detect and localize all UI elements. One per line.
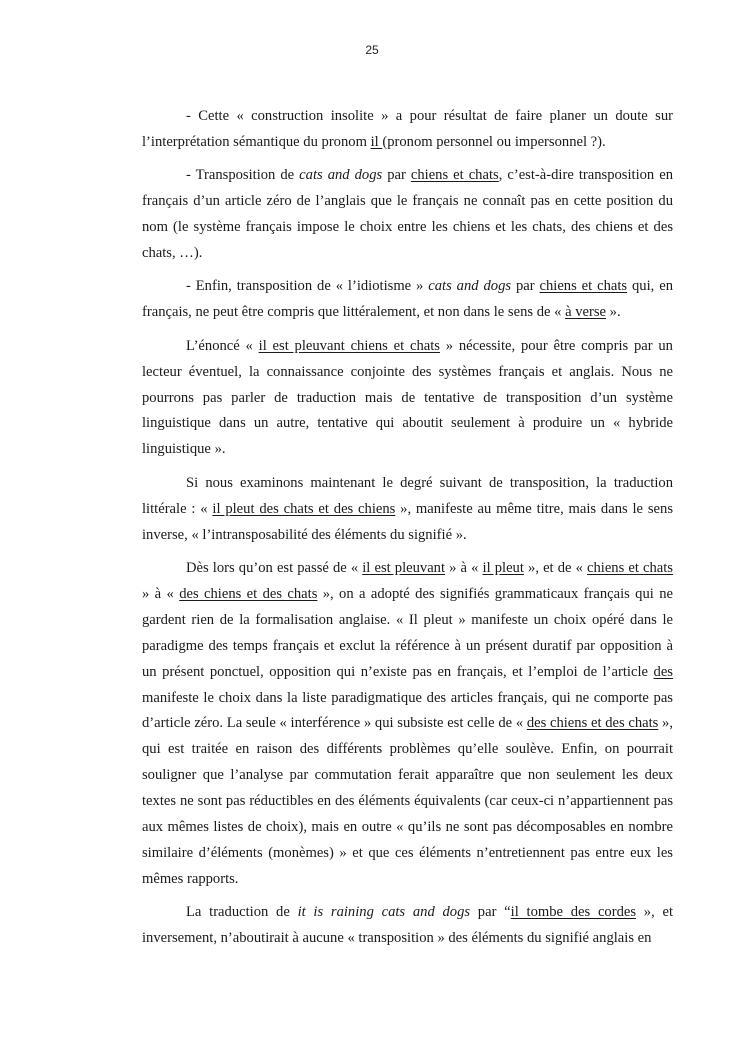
text-segment: » à « <box>445 560 483 576</box>
paragraph <box>142 104 673 156</box>
underlined-term: il pleut <box>482 560 524 576</box>
text-segment: », on a adopté des signifiés grammaticaux français qui ne gardent rien de la formalisation anglaise. « Il pleut » manifeste un choix opéré dans le paradigme des temps français et exclut la référence à un présent duratif par opposition à un présent ponctuel, opposition qui n’existe pas en français, et l’emploi de l’article <box>142 585 673 680</box>
italic-term: cats and dogs <box>428 278 512 295</box>
underlined-term: chiens et chats <box>586 560 673 576</box>
text-segment: qui, en français, ne peut être compris que littéralement, et non dans le sens de « <box>142 278 673 321</box>
text-segment: manifeste le choix dans la liste paradigmatique des articles français, qui ne comporte pas d’article zéro. La seule « interférence » qui subsiste est celle de « <box>142 689 673 732</box>
text-segment: , c’est-à-dire transposition en français d’un article zéro de l’anglais que le français ne connaît pas en cette position du nom (le système français impose le choix entre les chiens et les chats, des chiens et des chats, …). <box>142 167 674 262</box>
body-text <box>142 104 673 960</box>
paragraph <box>142 471 673 549</box>
paragraph <box>142 274 673 326</box>
italic-term: cats and dogs <box>299 167 383 184</box>
text-segment: », et inversement, n’aboutirait à aucune « transposition » des éléments du signifié anglais en <box>142 904 673 947</box>
text-segment: » nécessite, pour être compris par un lecteur éventuel, la connaissance conjointe des systèmes français et anglais. Nous ne pourrons pas parler de traduction mais de tentative de transposition d’un système linguistique dans un autre, tentative qui aboutit seulement à produire un « hybride linguistique ». <box>142 337 673 458</box>
text-segment: Dès lors qu’on est passé de « <box>186 560 363 576</box>
underlined-term: des chiens et des chats <box>179 585 318 602</box>
text-segment: - Enfin, transposition de « l’idiotisme » <box>186 278 429 295</box>
text-segment: par <box>511 278 540 295</box>
page-number: 25 <box>365 43 379 57</box>
underlined-term: il est pleuvant <box>362 560 446 576</box>
paragraph <box>142 334 673 464</box>
text-segment: », manifeste au même titre, mais dans le sens inverse, « l’intransposabilité des éléments du signifié ». <box>142 500 673 543</box>
text-segment: - Cette « construction insolite » a pour résultat de faire planer un doute sur l’interprétation sémantique du pronom <box>142 108 673 150</box>
underlined-term: il pleut des chats et des chiens <box>212 500 396 517</box>
text-segment: », qui est traitée en raison des différents problèmes qu’elle soulève. Enfin, on pourrait souligner que l’analyse par commutation ferait apparaître que non seulement les deux textes ne sont pas réductibles en des éléments équivalents (car ceux-ci n’appartiennent pas aux mêmes listes de choix), mais en outre « qu’ils ne sont pas décomposables en nombre similaire d’éléments (monèmes) » et que ces éléments n’entretiennent pas entre eux les mêmes rapports. <box>142 715 673 887</box>
underlined-term: il <box>370 133 383 150</box>
text-segment: Si nous examinons maintenant le degré suivant de transposition, la traduction littérale : « <box>142 474 673 517</box>
underlined-term: il est pleuvant chiens et chats <box>258 337 440 354</box>
paragraph <box>142 163 673 267</box>
text-segment: - Transposition de <box>186 167 300 184</box>
underlined-term: à verse <box>565 304 606 321</box>
underlined-term: des chiens et des chats <box>526 715 659 732</box>
text-segment: par <box>382 167 411 184</box>
text-segment: par “ <box>470 904 511 921</box>
text-segment: L’énoncé « <box>186 337 259 354</box>
text-segment: », et de « <box>523 560 587 576</box>
underlined-term: chiens et chats <box>539 278 628 295</box>
text-segment: (pronom personnel ou impersonnel ?). <box>382 133 606 150</box>
paragraph <box>142 556 673 893</box>
text-segment: ». <box>606 304 621 321</box>
underlined-term: chiens et chats <box>410 167 499 184</box>
text-segment: La traduction de <box>186 904 298 921</box>
underlined-term: il tombe des cordes <box>510 904 637 921</box>
text-segment: » à « <box>142 585 180 602</box>
paragraph <box>142 900 673 952</box>
italic-term: it is raining cats and dogs <box>297 904 471 921</box>
underlined-term: des <box>653 663 673 680</box>
